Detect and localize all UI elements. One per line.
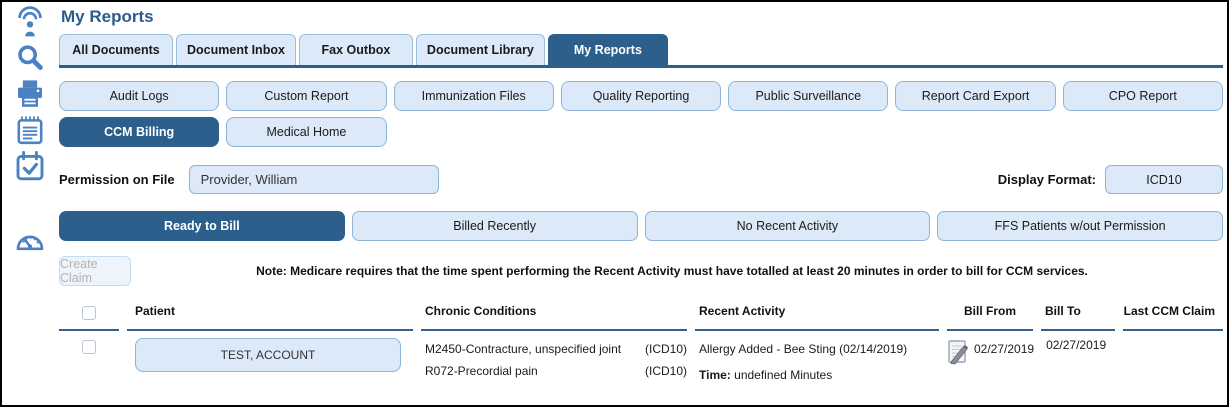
permission-provider-field[interactable]: Provider, William [189,165,439,194]
condition-code-format: (ICD10) [644,364,687,378]
report-type-buttons [59,81,1223,147]
claim-toolbar [59,256,1223,286]
print-icon[interactable] [11,77,48,111]
table-header-row [59,299,1223,331]
time-label: Time: [699,368,731,382]
main-content [57,2,1227,405]
create-claim-button[interactable]: Create Claim [59,256,131,286]
gauge-icon[interactable] [11,223,48,257]
sidebar [2,2,57,405]
display-format-button[interactable]: ICD10 [1105,165,1223,194]
cpo-report-button[interactable]: CPO Report [1063,81,1223,111]
row-checkbox[interactable] [82,340,96,354]
permission-row [59,165,1223,194]
report-card-export-button[interactable]: Report Card Export [895,81,1055,111]
condition-code-format: (ICD10) [644,342,687,356]
bill-from-date: 02/27/2019 [974,342,1035,356]
display-format-label: Display Format: [997,172,1096,187]
condition-description: R072-Precordial pain [425,364,538,378]
tab-fax-outbox[interactable]: Fax Outbox [299,34,413,65]
patients-table [59,299,1223,382]
ffs-patients-tab[interactable]: FFS Patients w/out Permission [937,211,1223,241]
billing-filter-tabs [59,211,1223,241]
tab-document-library[interactable]: Document Library [416,34,545,65]
audit-logs-button[interactable]: Audit Logs [59,81,219,111]
medical-home-button[interactable]: Medical Home [226,117,386,147]
tab-all-documents[interactable]: All Documents [59,34,173,65]
bill-from-column-header: Bill From [947,299,1033,331]
chronic-conditions-cell [421,338,687,382]
time-value: undefined Minutes [734,368,833,382]
patient-column-header: Patient [127,299,413,331]
page-title: My Reports [61,7,154,26]
broadcast-user-icon[interactable] [11,5,48,39]
recent-activity-column-header: Recent Activity [695,299,939,331]
tab-my-reports[interactable]: My Reports [548,34,668,65]
bill-from-cell [947,338,1034,365]
billed-recently-tab[interactable]: Billed Recently [352,211,638,241]
condition-description: M2450-Contracture, unspecified joint [425,342,622,356]
quality-reporting-button[interactable]: Quality Reporting [561,81,721,111]
notes-icon[interactable] [11,113,48,147]
search-icon[interactable] [11,41,48,75]
edit-time-icon[interactable] [947,338,969,365]
permission-on-file-label: Permission on File [59,172,175,187]
tab-document-inbox[interactable]: Document Inbox [176,34,296,65]
bill-to-cell [1042,338,1116,352]
public-surveillance-button[interactable]: Public Surveillance [728,81,888,111]
table-row [59,331,1223,382]
document-nav-tabs [59,34,1223,68]
ccm-billing-button[interactable]: CCM Billing [59,117,219,147]
recent-activity-cell [695,338,939,382]
immunization-files-button[interactable]: Immunization Files [394,81,554,111]
chronic-conditions-column-header: Chronic Conditions [421,299,687,331]
patient-name-button[interactable]: TEST, ACCOUNT [135,338,401,372]
last-ccm-claim-column-header: Last CCM Claim [1123,299,1223,331]
select-all-checkbox[interactable] [82,306,96,320]
bill-to-date: 02/27/2019 [1046,338,1107,352]
calendar-check-icon[interactable] [11,149,48,183]
recent-activity-text: Allergy Added - Bee Sting (02/14/2019) [699,342,908,356]
ready-to-bill-tab[interactable]: Ready to Bill [59,211,345,241]
no-recent-activity-tab[interactable]: No Recent Activity [645,211,931,241]
bill-to-column-header: Bill To [1041,299,1115,331]
medicare-note: Note: Medicare requires that the time spent performing the Recent Activity must have totalled at least 20 minutes in order to bill for CCM services. [256,264,1088,278]
custom-report-button[interactable]: Custom Report [226,81,386,111]
